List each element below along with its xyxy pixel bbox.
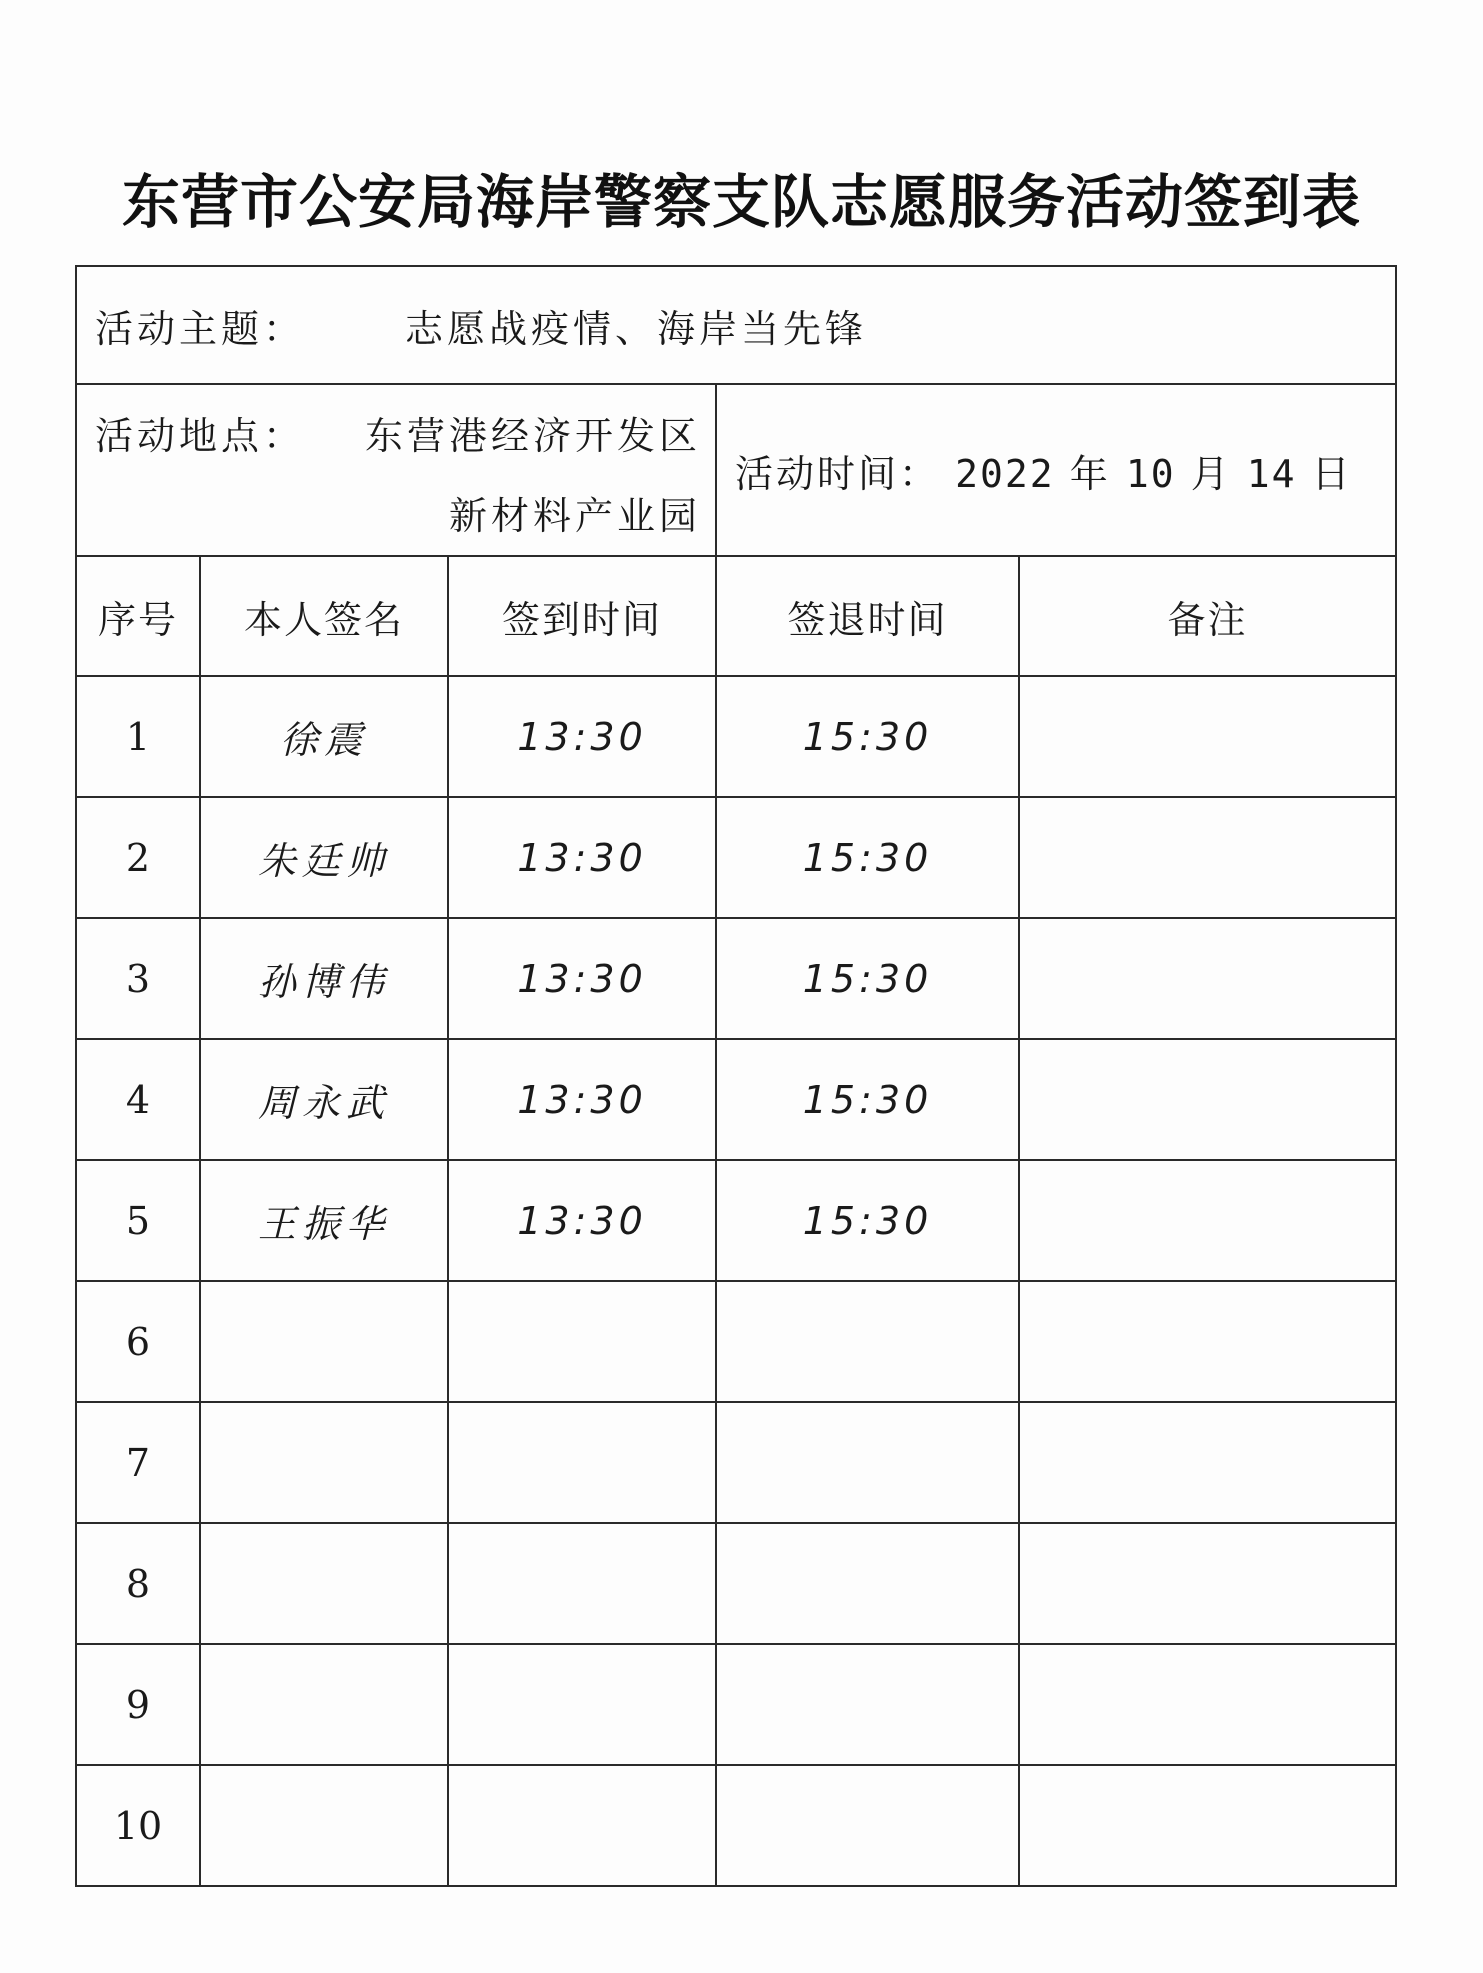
row-sign-in-time: 13:30: [448, 1160, 716, 1281]
theme-label: 活动主题：: [95, 306, 306, 351]
header-sign-out: 签退时间: [716, 556, 1019, 676]
row-signature: 孙博伟: [200, 918, 448, 1039]
time-cell: [716, 384, 1396, 556]
header-index: 序号: [76, 556, 200, 676]
table-row: [76, 1160, 1396, 1281]
row-remark: [1019, 1402, 1396, 1523]
row-sign-out-time: [716, 1523, 1019, 1644]
row-index: 9: [76, 1644, 200, 1765]
row-index: 2: [76, 797, 200, 918]
header-signature: 本人签名: [200, 556, 448, 676]
row-signature: [200, 1402, 448, 1523]
row-index: 6: [76, 1281, 200, 1402]
row-sign-in-time: [448, 1644, 716, 1765]
row-sign-out-time: [716, 1281, 1019, 1402]
row-signature: 徐震: [200, 676, 448, 797]
place-value-line2: 新材料产业园: [448, 494, 701, 538]
row-sign-out-time: 15:30: [716, 676, 1019, 797]
table-row: [76, 1402, 1396, 1523]
time-year: 2022: [955, 451, 1055, 496]
header-row: [76, 556, 1396, 676]
row-sign-out-time: 15:30: [716, 1160, 1019, 1281]
row-index: 4: [76, 1039, 200, 1160]
place-time-row: [76, 384, 1396, 556]
sign-in-table: [75, 265, 1397, 1887]
place-label: 活动地点：: [95, 414, 306, 458]
table-row: [76, 1765, 1396, 1886]
row-remark: [1019, 1039, 1396, 1160]
row-sign-out-time: 15:30: [716, 918, 1019, 1039]
row-signature: [200, 1523, 448, 1644]
row-remark: [1019, 1523, 1396, 1644]
row-sign-out-time: [716, 1402, 1019, 1523]
row-sign-out-time: 15:30: [716, 797, 1019, 918]
row-sign-out-time: [716, 1644, 1019, 1765]
row-index: 3: [76, 918, 200, 1039]
row-sign-in-time: [448, 1523, 716, 1644]
row-index: 10: [76, 1765, 200, 1886]
row-signature: [200, 1644, 448, 1765]
table-row: [76, 1039, 1396, 1160]
row-sign-in-time: 13:30: [448, 918, 716, 1039]
row-remark: [1019, 918, 1396, 1039]
theme-value: 志愿战疫情、海岸当先锋: [405, 306, 868, 351]
header-remark: 备注: [1019, 556, 1396, 676]
row-remark: [1019, 797, 1396, 918]
row-sign-in-time: [448, 1402, 716, 1523]
row-remark: [1019, 1160, 1396, 1281]
time-year-unit: 年: [1069, 451, 1111, 496]
row-sign-in-time: 13:30: [448, 676, 716, 797]
row-index: 5: [76, 1160, 200, 1281]
row-signature: [200, 1765, 448, 1886]
table-row: [76, 1644, 1396, 1765]
row-sign-in-time: 13:30: [448, 1039, 716, 1160]
theme-row: [76, 266, 1396, 384]
row-sign-in-time: [448, 1765, 716, 1886]
row-remark: [1019, 1281, 1396, 1402]
row-index: 1: [76, 676, 200, 797]
row-sign-in-time: [448, 1281, 716, 1402]
row-signature: 朱廷帅: [200, 797, 448, 918]
row-signature: [200, 1281, 448, 1402]
row-sign-out-time: [716, 1765, 1019, 1886]
header-sign-in: 签到时间: [448, 556, 716, 676]
time-month-unit: 月: [1190, 451, 1232, 496]
table-row: [76, 676, 1396, 797]
document-title: 东营市公安局海岸警察支队志愿服务活动签到表: [121, 168, 1361, 236]
row-index: 8: [76, 1523, 200, 1644]
time-day-unit: 日: [1311, 451, 1353, 496]
row-signature: 王振华: [200, 1160, 448, 1281]
time-label: 活动时间：: [735, 451, 941, 496]
row-remark: [1019, 1644, 1396, 1765]
table-row: [76, 797, 1396, 918]
place-value-line1: 东营港经济开发区: [364, 414, 701, 458]
table-row: [76, 918, 1396, 1039]
row-sign-out-time: 15:30: [716, 1039, 1019, 1160]
time-month: 10: [1125, 451, 1176, 496]
table-row: [76, 1523, 1396, 1644]
table-row: [76, 1281, 1396, 1402]
row-signature: 周永武: [200, 1039, 448, 1160]
row-remark: [1019, 1765, 1396, 1886]
row-sign-in-time: 13:30: [448, 797, 716, 918]
place-cell: [76, 384, 716, 556]
row-index: 7: [76, 1402, 200, 1523]
time-day: 14: [1246, 451, 1297, 496]
row-remark: [1019, 676, 1396, 797]
theme-cell: [76, 266, 1396, 384]
